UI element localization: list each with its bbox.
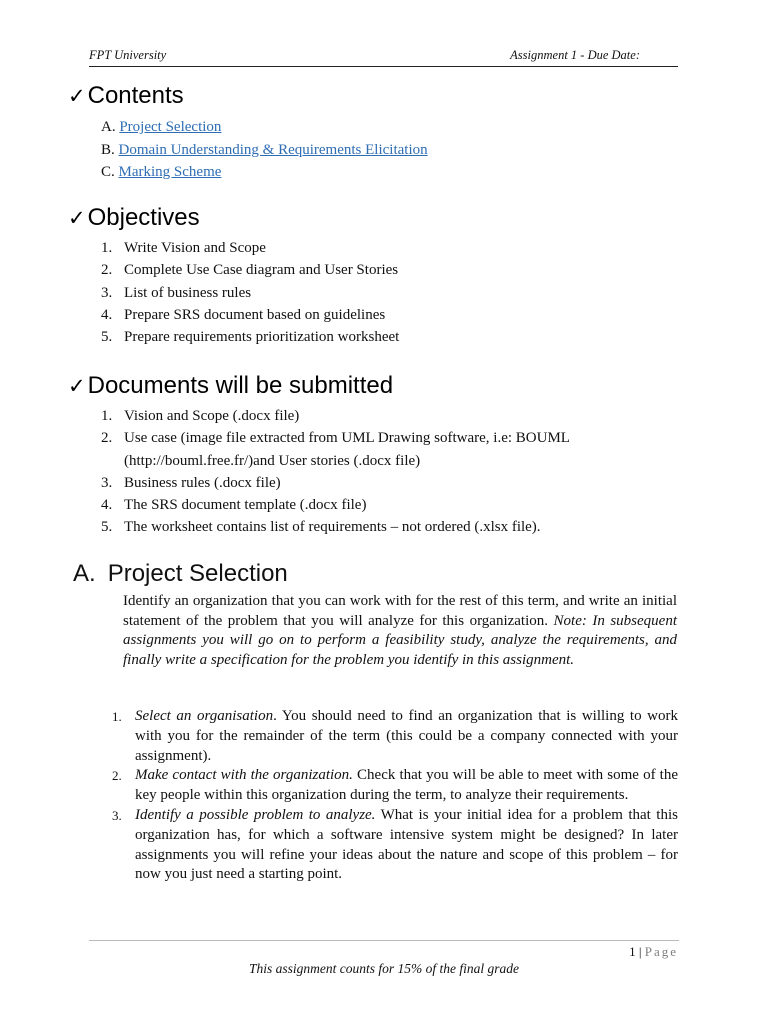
objectives-heading: ✓Objectives — [68, 204, 200, 231]
list-item: 3. List of business rules — [101, 284, 252, 301]
project-selection-note: Note: In subsequent assignments you will go on to perform a feasibility study, analyze the requirements, and finally write a specification for the problem you identify in this assignment. — [123, 612, 677, 668]
list-item: 2. Complete Use Case diagram and User Stories — [101, 262, 399, 279]
documents-list — [101, 405, 570, 539]
check-mark-icon: ✓ — [68, 374, 86, 398]
project-selection-steps — [112, 707, 678, 885]
contents-list — [101, 116, 428, 184]
page-header — [89, 46, 678, 67]
link-domain-understanding[interactable]: Domain Understanding & Requirements Elicitation — [118, 141, 428, 158]
list-item: 4. The SRS document template (.docx file) — [101, 497, 367, 514]
list-item: 5. The worksheet contains list of requirements – not ordered (.xlsx file). — [101, 519, 541, 536]
footer-divider — [89, 940, 679, 941]
project-selection-heading: A. Project Selection — [73, 560, 288, 587]
list-item: 5. Prepare requirements prioritization worksheet — [101, 329, 400, 346]
list-item: 1. Select an organisation. You should need to find an organization that is willing to work with you for the remainder of the term (this could be a company connected with your assignment). — [112, 708, 678, 764]
check-mark-icon: ✓ — [68, 206, 86, 230]
list-item: 4. Prepare SRS document based on guidelines — [101, 306, 386, 323]
documents-heading: ✓Documents will be submitted — [68, 372, 394, 399]
link-marking-scheme[interactable]: Marking Scheme — [118, 164, 222, 180]
contents-item: B. Domain Understanding & Requirements Elicitation — [101, 141, 428, 158]
page-number: 1 | Page — [629, 944, 678, 959]
contents-item: C. Marking Scheme — [101, 164, 222, 180]
list-item: 2. Make contact with the organization. Check that you will be able to meet with some of the key people within this organization during the term, to analyze their requirements. — [112, 767, 678, 804]
contents-heading: ✓Contents — [68, 82, 184, 109]
header-assignment: Assignment 1 - Due Date: — [510, 48, 640, 62]
list-item: 3. Identify a possible problem to analyze. What is your initial idea for a problem that this organization has, for which a software intensive system might be designed? In later assignments you will refine your ideas about the nature and scope of this problem – for now you just need a starting point. — [112, 806, 678, 883]
list-item: 2. Use case (image file extracted from UML Drawing software, i.e: BOUML (http://bouml.free.fr/)and User stories (.docx file) — [101, 430, 570, 469]
list-item: 1. Write Vision and Scope — [101, 240, 266, 256]
list-item: 1. Vision and Scope (.docx file) — [101, 408, 300, 424]
grade-note: This assignment counts for 15% of the final grade — [249, 961, 519, 976]
check-mark-icon: ✓ — [68, 84, 86, 108]
link-project-selection[interactable]: Project Selection — [119, 119, 222, 135]
contents-item: A. Project Selection — [101, 119, 222, 135]
project-selection-intro: Identify an organization that you can work with for the rest of this term, and write an initial statement of the problem that you will analyze for this organization. Note: In subsequent assignments you will go on to perform a feasibility study, analyze the requirements, and finally write a specification for the problem you identify in this assignment. — [123, 593, 677, 668]
objectives-list — [101, 237, 399, 348]
list-item: 3. Business rules (.docx file) — [101, 474, 281, 491]
header-university: FPT University — [89, 48, 167, 62]
